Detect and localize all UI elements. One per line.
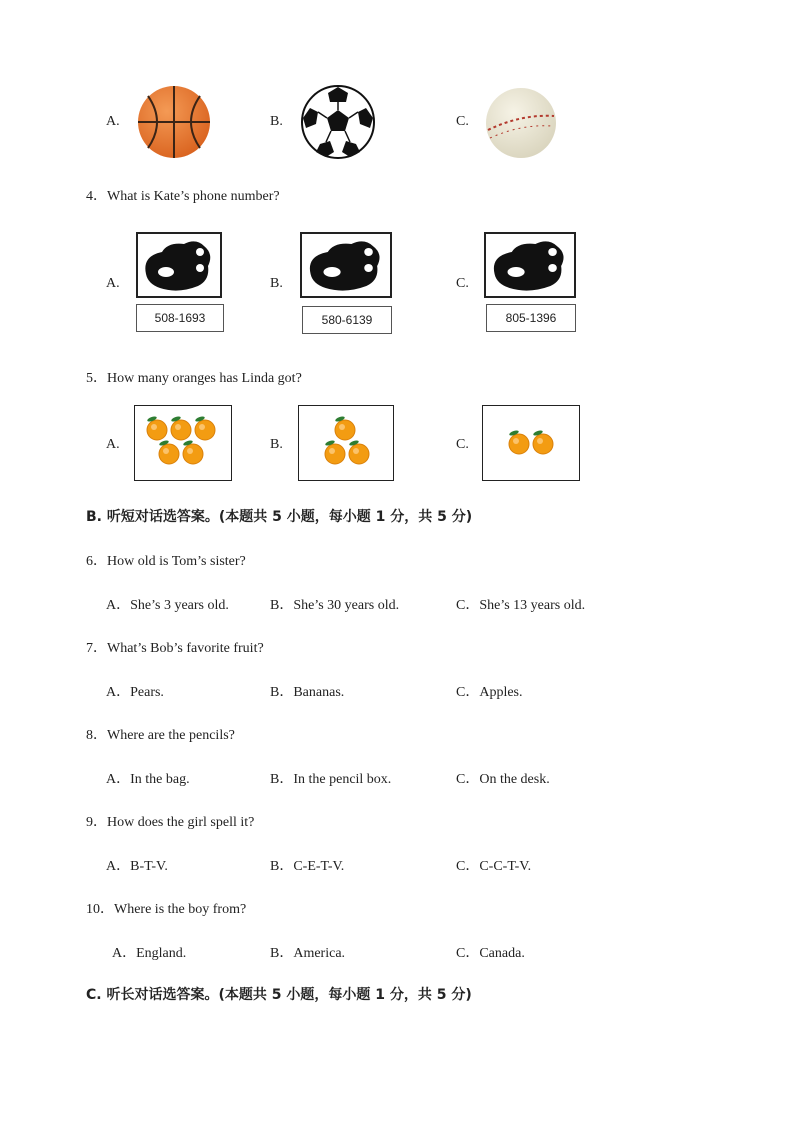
q4-question: 4．What is Kate’s phone number? [86, 189, 280, 204]
q9-option-a: A．B-T-V. [106, 859, 168, 874]
q10-question: 10．Where is the boy from? [86, 902, 247, 917]
orange-icon [147, 415, 167, 440]
soccer-ball-icon [300, 84, 376, 160]
phone-number-label: 805-1396 [486, 304, 576, 332]
q5-question: 5．How many oranges has Linda got? [86, 371, 302, 386]
orange-icon [325, 439, 345, 464]
q4-option-b-letter: B. [270, 276, 283, 291]
q4-option-a-letter: A. [106, 276, 120, 291]
q5-option-b-letter: B. [270, 437, 283, 452]
q4-option-c-letter: C. [456, 276, 469, 291]
q6-option-a: A．She’s 3 years old. [106, 598, 229, 613]
orange-icon [183, 439, 203, 464]
phone-number-label: 580-6139 [302, 306, 392, 334]
q7-option-b: B．Bananas. [270, 685, 345, 700]
q7-option-a: A．Pears. [106, 685, 164, 700]
orange-icon [509, 429, 529, 454]
q7-option-c: C．Apples. [456, 685, 523, 700]
orange-icon [171, 415, 191, 440]
phone-number-label: 508-1693 [136, 304, 224, 332]
q6-option-c: C．She’s 13 years old. [456, 598, 586, 613]
q5-option-a-letter: A. [106, 437, 120, 452]
q10-option-a: A．England. [112, 946, 187, 961]
orange-icon [533, 429, 553, 454]
q10-option-c: C．Canada. [456, 946, 525, 961]
q8-question: 8．Where are the pencils? [86, 728, 235, 743]
q5-option-c-letter: C. [456, 437, 469, 452]
q6-question: 6．How old is Tom’s sister? [86, 554, 246, 569]
q9-option-c: C．C-C-T-V. [456, 859, 532, 874]
orange-icon [159, 439, 179, 464]
q5-option-a-image [134, 405, 232, 481]
baseball-icon [484, 86, 558, 160]
section-b-heading: B. 听短对话选答案。(本题共 5 小题，每小题 1 分，共 5 分) [86, 509, 473, 525]
q10-option-b: B．America. [270, 946, 346, 961]
q8-option-a: A．In the bag. [106, 772, 190, 787]
q9-option-b: B．C-E-T-V. [270, 859, 345, 874]
q3-option-a-letter: A. [106, 114, 120, 129]
q5-option-b-image [298, 405, 394, 481]
basketball-icon [136, 84, 212, 160]
orange-icon [335, 415, 355, 440]
q7-question: 7．What’s Bob’s favorite fruit? [86, 641, 264, 656]
q8-option-b: B．In the pencil box. [270, 772, 392, 787]
q5-option-c-image [482, 405, 580, 481]
orange-icon [195, 415, 215, 440]
q3-option-c-letter: C. [456, 114, 469, 129]
orange-icon [349, 439, 369, 464]
q8-option-c: C．On the desk. [456, 772, 550, 787]
q6-option-b: B．She’s 30 years old. [270, 598, 400, 613]
q3-option-b-letter: B. [270, 114, 283, 129]
q9-question: 9．How does the girl spell it? [86, 815, 255, 830]
section-c-heading: C. 听长对话选答案。(本题共 5 小题，每小题 1 分，共 5 分) [86, 987, 472, 1003]
telephone-icon [136, 232, 222, 298]
telephone-icon [484, 232, 576, 298]
telephone-icon [300, 232, 392, 298]
